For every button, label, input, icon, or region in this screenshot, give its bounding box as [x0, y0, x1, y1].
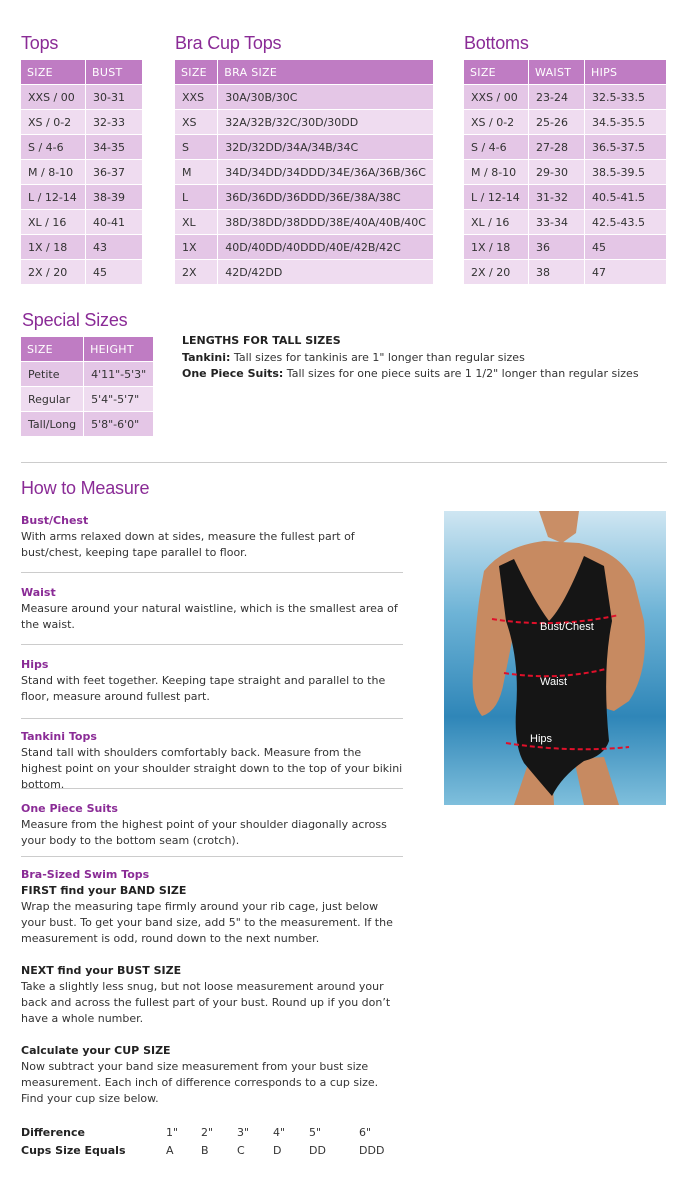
table-cell: 40-41 [85, 210, 142, 235]
onepiece-label: One Piece Suits: [182, 367, 284, 380]
waist-label: Waist [540, 676, 568, 688]
table-cell: 34D/34DD/34DDD/34E/36A/36B/36C [217, 160, 433, 185]
difference-value: 3" [237, 1126, 250, 1139]
measure-item-hips [21, 657, 403, 705]
table-cell: 38-39 [85, 185, 142, 210]
column-header: HIPS [584, 60, 666, 85]
difference-value: 6" [359, 1126, 372, 1139]
column-header: SIZE [175, 60, 217, 85]
table-cell: XS / 0-2 [21, 110, 85, 135]
measure-item-text: Measure around your natural waistline, which is the smallest area of the waist. [21, 602, 398, 631]
table-cell: Regular [21, 387, 83, 412]
table-cell: 42D/42DD [217, 260, 433, 285]
table-cell: XL / 16 [21, 210, 85, 235]
table-cell: 29-30 [528, 160, 584, 185]
cup-value: D [273, 1144, 282, 1157]
table-row [464, 210, 666, 235]
onepiece-tall-note [182, 367, 639, 380]
bra-sized-block [21, 867, 403, 1107]
table-row [464, 110, 666, 135]
difference-label: Difference [21, 1126, 85, 1139]
bra-cup-size-table [175, 60, 433, 285]
column-header: SIZE [21, 337, 83, 362]
table-cell: 38D/38DD/38DDD/38E/40A/40B/40C [217, 210, 433, 235]
table-cell: 36 [528, 235, 584, 260]
band-size-text: Wrap the measuring tape firmly around your rib cage, just below your bust. To get your band size, add 5" to the measurement. If the measurement is odd, round down to the next number. [21, 900, 393, 945]
table-row [21, 110, 142, 135]
table-row [175, 210, 433, 235]
item-divider [21, 856, 403, 857]
table-row [464, 235, 666, 260]
table-cell: 31-32 [528, 185, 584, 210]
table-row [464, 185, 666, 210]
table-cell: XL / 16 [464, 210, 528, 235]
special-sizes-title: Special Sizes [22, 310, 128, 330]
measure-item-text: Stand with feet together. Keeping tape straight and parallel to the floor, measure around fullest part. [21, 674, 386, 703]
measure-item-title: Waist [21, 586, 56, 599]
bra-sized-title: Bra-Sized Swim Tops [21, 868, 150, 881]
measure-item-text: With arms relaxed down at sides, measure the fullest part of bust/chest, keeping tape parallel to floor. [21, 530, 355, 559]
column-header: SIZE [464, 60, 528, 85]
tankini-text: Tall sizes for tankinis are 1" longer than regular sizes [230, 351, 525, 364]
table-cell: 45 [584, 235, 666, 260]
cup-value: DD [309, 1144, 326, 1157]
table-row [175, 235, 433, 260]
table-cell: 40.5-41.5 [584, 185, 666, 210]
table-cell: 38 [528, 260, 584, 285]
difference-value: 4" [273, 1126, 286, 1139]
table-cell: 25-26 [528, 110, 584, 135]
table-row [21, 260, 142, 285]
measure-item-title: Bust/Chest [21, 514, 89, 527]
table-cell: 38.5-39.5 [584, 160, 666, 185]
table-row [21, 235, 142, 260]
table-cell: 47 [584, 260, 666, 285]
difference-value: 1" [166, 1126, 179, 1139]
table-cell: 43 [85, 235, 142, 260]
cup-size-text: Now subtract your band size measurement from your bust size measurement. Each inch of difference corresponds to a cup size. Find your cup size below. [21, 1060, 379, 1105]
table-row [175, 85, 433, 110]
tall-lengths-heading: LENGTHS FOR TALL SIZES [182, 334, 341, 347]
table-cell: 36-37 [85, 160, 142, 185]
cup-size-title: Calculate your CUP SIZE [21, 1044, 171, 1057]
table-cell: XL [175, 210, 217, 235]
bra-cup-tops-title: Bra Cup Tops [175, 33, 282, 53]
table-cell: L / 12-14 [464, 185, 528, 210]
swimsuit-model-illustration [444, 511, 666, 805]
tankini-label: Tankini: [182, 351, 231, 364]
table-cell: 4'11"-5'3" [83, 362, 153, 387]
column-header: BRA SIZE [217, 60, 433, 85]
table-row [21, 412, 153, 437]
item-divider [21, 572, 403, 573]
table-row [464, 135, 666, 160]
table-cell: 1X / 18 [464, 235, 528, 260]
tankini-tall-note [182, 351, 525, 364]
table-row [464, 260, 666, 285]
measure-item-title: One Piece Suits [21, 802, 118, 815]
table-cell: M / 8-10 [21, 160, 85, 185]
item-divider [21, 788, 403, 789]
table-row [175, 110, 433, 135]
table-row [175, 135, 433, 160]
column-header: HEIGHT [83, 337, 153, 362]
table-cell: 33-34 [528, 210, 584, 235]
section-divider [21, 462, 667, 463]
table-cell: M [175, 160, 217, 185]
table-cell: 34-35 [85, 135, 142, 160]
measure-item-waist [21, 585, 403, 633]
table-cell: L / 12-14 [21, 185, 85, 210]
column-header: WAIST [528, 60, 584, 85]
bottoms-title: Bottoms [464, 33, 529, 53]
band-size-title: FIRST find your BAND SIZE [21, 884, 187, 897]
table-row [21, 185, 142, 210]
measure-item-text: Stand tall with shoulders comfortably back. Measure from the highest point on your shoulder straight down to the top of your bikini bottom. [21, 746, 403, 791]
table-cell: S [175, 135, 217, 160]
table-cell: 32-33 [85, 110, 142, 135]
hips-label: Hips [530, 733, 553, 745]
table-cell: 36D/36DD/36DDD/36E/38A/38C [217, 185, 433, 210]
table-cell: 42.5-43.5 [584, 210, 666, 235]
table-cell: 2X / 20 [21, 260, 85, 285]
table-cell: 32.5-33.5 [584, 85, 666, 110]
table-cell: Petite [21, 362, 83, 387]
table-cell: 45 [85, 260, 142, 285]
bust-size-text: Take a slightly less snug, but not loose measurement around your back and across the fullest part of your bust. Round up if you don’t have a whole number. [21, 980, 391, 1025]
table-cell: 36.5-37.5 [584, 135, 666, 160]
table-cell: 30A/30B/30C [217, 85, 433, 110]
column-header: BUST [85, 60, 142, 85]
table-cell: 1X [175, 235, 217, 260]
table-row [21, 160, 142, 185]
table-cell: 32D/32DD/34A/34B/34C [217, 135, 433, 160]
table-row [175, 160, 433, 185]
table-cell: XXS [175, 85, 217, 110]
table-cell: 40D/40DD/40DDD/40E/42B/42C [217, 235, 433, 260]
tops-title: Tops [21, 33, 59, 53]
measure-item-title: Hips [21, 658, 49, 671]
cup-value: B [201, 1144, 209, 1157]
bust-chest-label: Bust/Chest [540, 621, 594, 633]
cup-value: DDD [359, 1144, 385, 1157]
table-row [21, 85, 142, 110]
tops-size-table [21, 60, 142, 285]
special-sizes-table [21, 337, 153, 437]
difference-value: 5" [309, 1126, 322, 1139]
table-cell: 5'4"-5'7" [83, 387, 153, 412]
cups-label: Cups Size Equals [21, 1144, 126, 1157]
table-cell: 23-24 [528, 85, 584, 110]
table-cell: 2X [175, 260, 217, 285]
cup-value: C [237, 1144, 245, 1157]
table-row [21, 387, 153, 412]
table-cell: 34.5-35.5 [584, 110, 666, 135]
table-cell: 30-31 [85, 85, 142, 110]
item-divider [21, 644, 403, 645]
table-cell: Tall/Long [21, 412, 83, 437]
difference-value: 2" [201, 1126, 214, 1139]
table-cell: 27-28 [528, 135, 584, 160]
table-cell: S / 4-6 [464, 135, 528, 160]
table-cell: XXS / 00 [464, 85, 528, 110]
how-to-measure-title: How to Measure [21, 478, 150, 498]
table-cell: XS / 0-2 [464, 110, 528, 135]
table-cell: 5'8"-6'0" [83, 412, 153, 437]
table-row [464, 85, 666, 110]
table-cell: S / 4-6 [21, 135, 85, 160]
table-cell: M / 8-10 [464, 160, 528, 185]
table-row [464, 160, 666, 185]
table-row [175, 185, 433, 210]
measure-item-text: Measure from the highest point of your shoulder diagonally across your body to the bottom seam (crotch). [21, 818, 387, 847]
table-cell: 32A/32B/32C/30D/30DD [217, 110, 433, 135]
measure-item-onepiece [21, 801, 403, 849]
cup-value: A [166, 1144, 174, 1157]
onepiece-text: Tall sizes for one piece suits are 1 1/2" longer than regular sizes [283, 367, 639, 380]
bottoms-size-table [464, 60, 666, 285]
table-cell: L [175, 185, 217, 210]
bust-size-title: NEXT find your BUST SIZE [21, 964, 182, 977]
column-header: SIZE [21, 60, 85, 85]
measure-item-bust [21, 513, 403, 561]
table-cell: 2X / 20 [464, 260, 528, 285]
measure-item-tankini [21, 729, 403, 793]
item-divider [21, 718, 403, 719]
measure-item-title: Tankini Tops [21, 730, 97, 743]
table-cell: XS [175, 110, 217, 135]
table-row [175, 260, 433, 285]
table-cell: 1X / 18 [21, 235, 85, 260]
measurement-photo [444, 511, 666, 805]
table-row [21, 362, 153, 387]
table-row [21, 210, 142, 235]
table-row [21, 135, 142, 160]
table-cell: XXS / 00 [21, 85, 85, 110]
